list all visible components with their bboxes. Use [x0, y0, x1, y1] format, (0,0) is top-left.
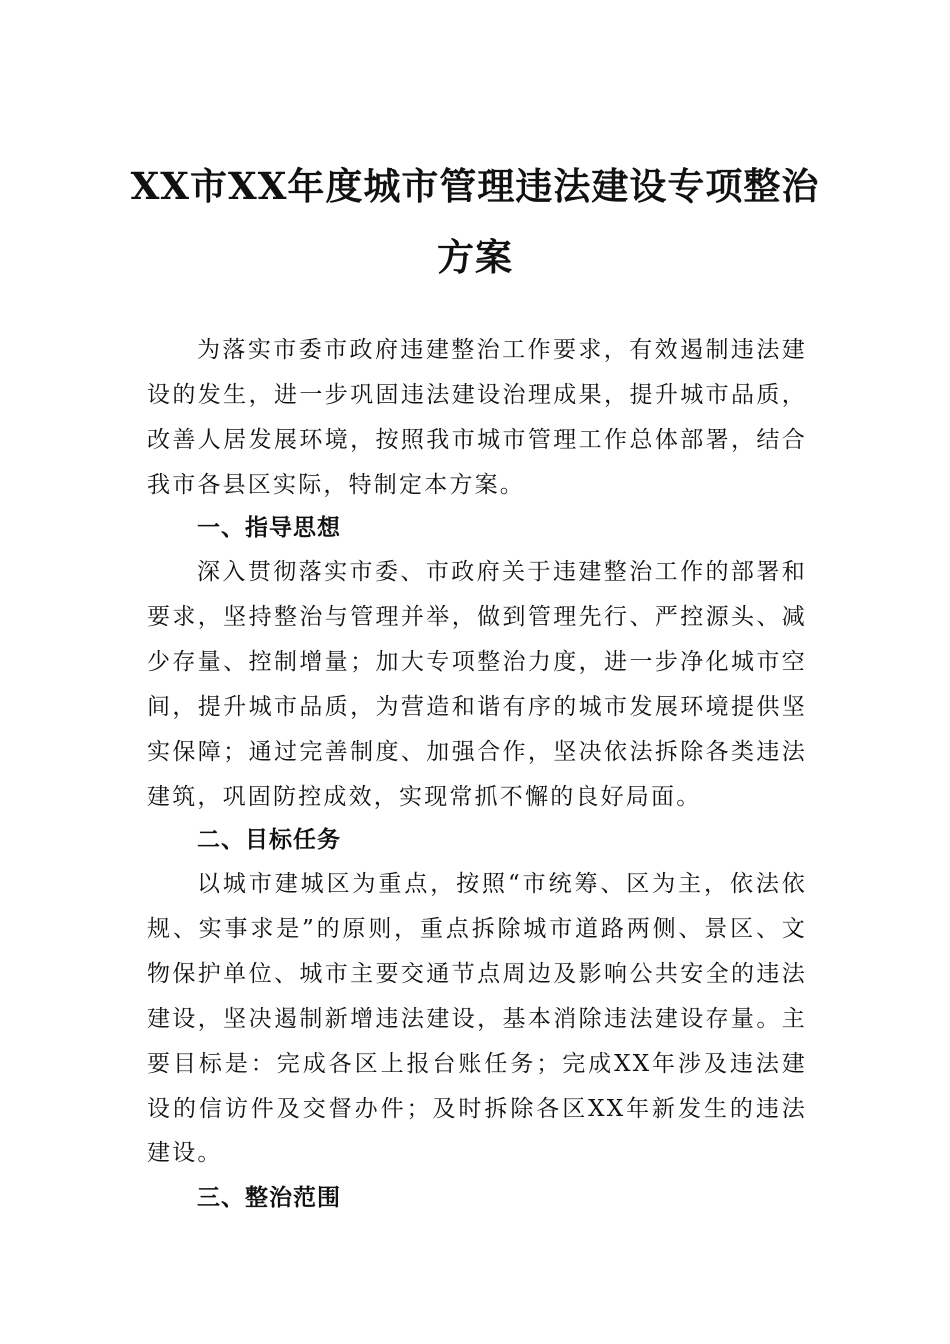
section-body-guiding-ideology: 深入贯彻落实市委、市政府关于违建整治工作的部署和要求，坚持整治与管理并举，做到管理先行、严控源头、减少存量、控制增量；加大专项整治力度，进一步净化城市空间，提升城市品质，为营造和谐有序的城市发展环境提供坚实保障；通过完善制度、加强合作，坚决依法拆除各类违法建筑，巩固防控成效，实现常抓不懈的良好局面。 [147, 559, 807, 810]
section-heading-guiding-ideology: 一、指导思想 [197, 515, 341, 541]
document-title-continued: 方案 [437, 235, 513, 279]
intro-paragraph: 为落实市委市政府违建整治工作要求，有效遏制违法建设的发生，进一步巩固违法建设治理成果，提升城市品质，改善人居发展环境，按照我市城市管理工作总体部署，结合我市各县区实际，特制定本方案。 [147, 337, 807, 498]
section-body-objectives: 以城市建城区为重点，按照“市统筹、区为主，依法依规、实事求是”的原则，重点拆除城市道路两侧、景区、文物保护单位、城市主要交通节点周边及影响公共安全的违法建设，坚决遏制新增违法建设，基本消除违法建设存量。主要目标是：完成各区上报台账任务；完成XX年涉及违法建设的信访件及交督办件；及时拆除各区XX年新发生的违法建设。 [147, 871, 807, 1167]
document-title: XX市XX年度城市管理违法建设专项整治 [130, 164, 820, 208]
section-heading-objectives: 二、目标任务 [197, 827, 341, 853]
section-heading-scope: 三、整治范围 [197, 1185, 341, 1211]
